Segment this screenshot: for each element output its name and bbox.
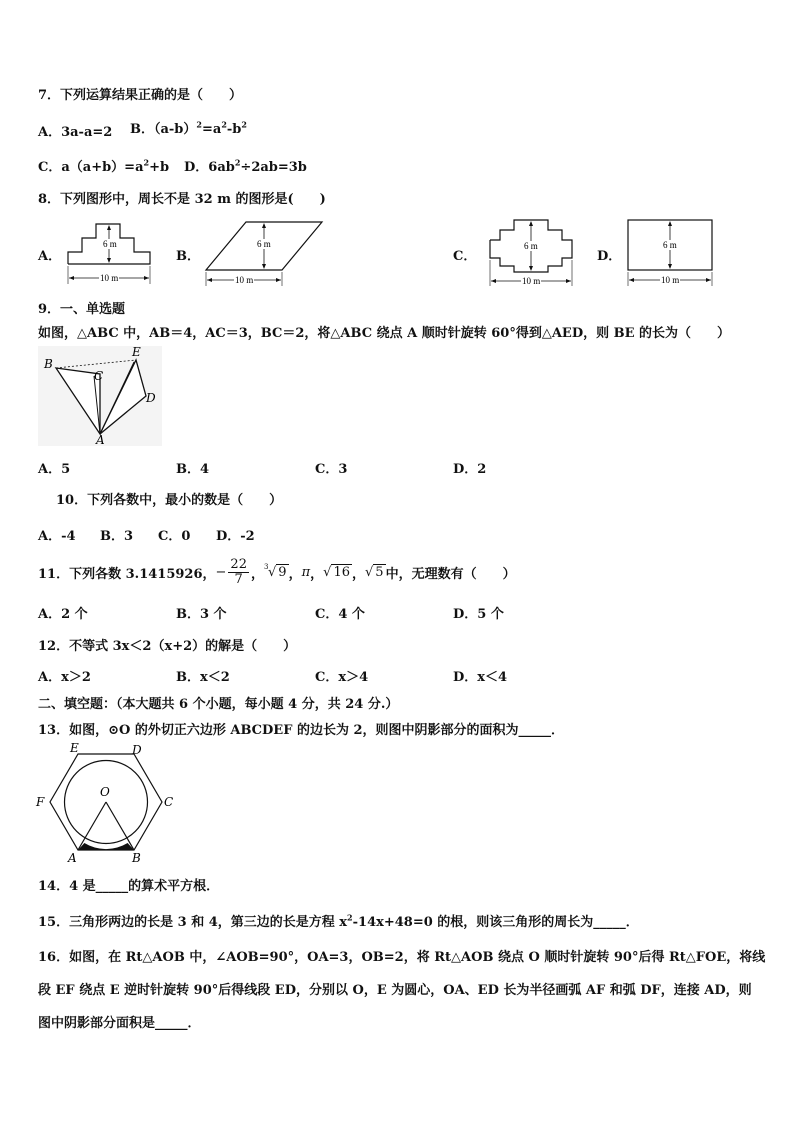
q12-stem: 12．不等式 3x＜2（x+2）的解是（ ） xyxy=(38,639,297,654)
q8c-height-label: 6 m xyxy=(524,241,538,251)
q8-figure-c xyxy=(484,214,580,290)
q8-option-d: D． xyxy=(597,249,622,264)
q15-stem: 15．三角形两边的长是 3 和 4，第三边的长是方程 $x^2-14x+48=0$ 的根，则该三角形的周长为_____． xyxy=(38,912,639,930)
q13-label-d: D xyxy=(132,743,142,757)
q8-figure-b xyxy=(200,216,326,290)
q16-stem-line1: 16．如图，在 Rt△AOB 中，∠AOB=90°，OA=3，OB=2，将 Rt△AOB 绕点 O 顺时针旋转 90°后得 Rt△FOE，将线 xyxy=(38,950,766,965)
q8d-height-label: 6 m xyxy=(663,240,677,250)
q8-figure-a xyxy=(64,218,156,288)
q10-option-c: C．0 xyxy=(158,529,191,544)
q9-label-a: A xyxy=(96,433,105,446)
q8b-height-label: 6 m xyxy=(257,239,271,249)
q9-figure xyxy=(38,346,162,446)
q11-option-d: D．5 个 xyxy=(453,607,504,622)
q16-stem-line3: 图中阴影部分面积是_____． xyxy=(38,1016,201,1031)
q13-label-e: E xyxy=(70,742,79,755)
q7-option-c: C．$a(a+b)=a^2+b$ xyxy=(38,157,170,175)
q11-frac-numerator: 22 xyxy=(230,557,247,572)
q10-option-a: A．-4 xyxy=(38,529,76,544)
q9-label-d: D xyxy=(146,391,156,405)
q10-option-d: D．-2 xyxy=(216,529,255,544)
q9-option-a: A．5 xyxy=(38,462,71,477)
q13-label-c: C xyxy=(164,795,174,809)
q16-stem-line2: 段 EF 绕点 E 逆时针旋转 90°后得线段 ED，分别以 O，E 为圆心，OA、ED 长为半径画弧 AF 和弧 DF，连接 AD，则 xyxy=(38,983,752,998)
q8-option-c: C． xyxy=(453,249,477,264)
q13-stem: 13．如图，⊙O 的外切正六边形 ABCDEF 的边长为 2，则图中阴影部分的面积为_____． xyxy=(38,723,565,738)
q13-label-b: B xyxy=(132,851,141,865)
q11-sqrt-5: √ 5 xyxy=(365,565,384,580)
q13-label-o: O xyxy=(100,785,110,799)
q9-section: 9．一、单选题 xyxy=(38,302,126,317)
q8c-width-label: 10 m xyxy=(522,276,541,286)
q10-stem: 10．下列各数中，最小的数是（ ） xyxy=(56,493,283,508)
q8-stem: 8．下列图形中，周长不是 32 m 的图形是( ) xyxy=(38,192,326,207)
q8-option-b: B． xyxy=(176,249,200,264)
q8-option-a: A． xyxy=(38,249,62,264)
q9-stem: 如图，△ABC 中，AB＝4，AC＝3，BC＝2，将△ABC 绕点 A 顺时针旋转 60°得到△AED，则 BE 的长为（ ） xyxy=(38,326,731,341)
q9-label-e: E xyxy=(132,346,141,359)
q7-option-d: D．$6ab^2\div 2ab=3b$ xyxy=(184,157,307,175)
q9-option-c: C．3 xyxy=(315,462,348,477)
q11-sqrt-16: √ 16 xyxy=(323,565,350,580)
q8a-height-label: 6 m xyxy=(103,239,117,249)
q11-frac-denominator: 7 xyxy=(234,572,243,587)
q12-option-a: A．x＞2 xyxy=(38,670,91,685)
q12-option-b: B．x＜2 xyxy=(176,670,230,685)
q9-label-b: B xyxy=(44,357,53,371)
q7-stem: 7．下列运算结果正确的是（ ） xyxy=(38,88,243,103)
q13-label-f: F xyxy=(36,795,45,809)
q7-option-a: A．3a-a=2 xyxy=(38,125,113,140)
q12-option-c: C．x＞4 xyxy=(315,670,369,685)
q12-option-d: D．x＜4 xyxy=(453,670,508,685)
q9-option-b: B．4 xyxy=(176,462,210,477)
section-fill-in-heading: 二、填空题：（本大题共 6 个小题，每小题 4 分，共 24 分.） xyxy=(38,697,399,712)
q8a-width-label: 10 m xyxy=(100,273,119,283)
q11-pi: π xyxy=(301,565,311,580)
q11-option-b: B．3 个 xyxy=(176,607,227,622)
q8b-width-label: 10 m xyxy=(235,275,254,285)
q14-stem: 14．4 是_____的算术平方根． xyxy=(38,879,220,894)
q10-option-b: B．3 xyxy=(100,529,134,544)
q8-figure-d xyxy=(624,212,716,290)
q8d-width-label: 10 m xyxy=(661,275,680,285)
q11-cube-root: 3 √ 9 xyxy=(263,563,287,580)
q13-figure xyxy=(34,742,184,868)
q9-label-c: C xyxy=(94,369,104,383)
q9-option-d: D．2 xyxy=(453,462,487,477)
q11-option-c: C．4 个 xyxy=(315,607,365,622)
q11-stem: 11．下列各数 3.1415926， − $\frac{22}{7}$ ， 3 √ 9 ， π ， √ 16 ， √ 5 中，无理数有（ ） xyxy=(38,557,516,587)
q13-label-a: A xyxy=(68,851,77,865)
q7-option-b: B．$(a-b)^2=a^2-b^2$ xyxy=(130,119,247,137)
q11-option-a: A．2 个 xyxy=(38,607,88,622)
